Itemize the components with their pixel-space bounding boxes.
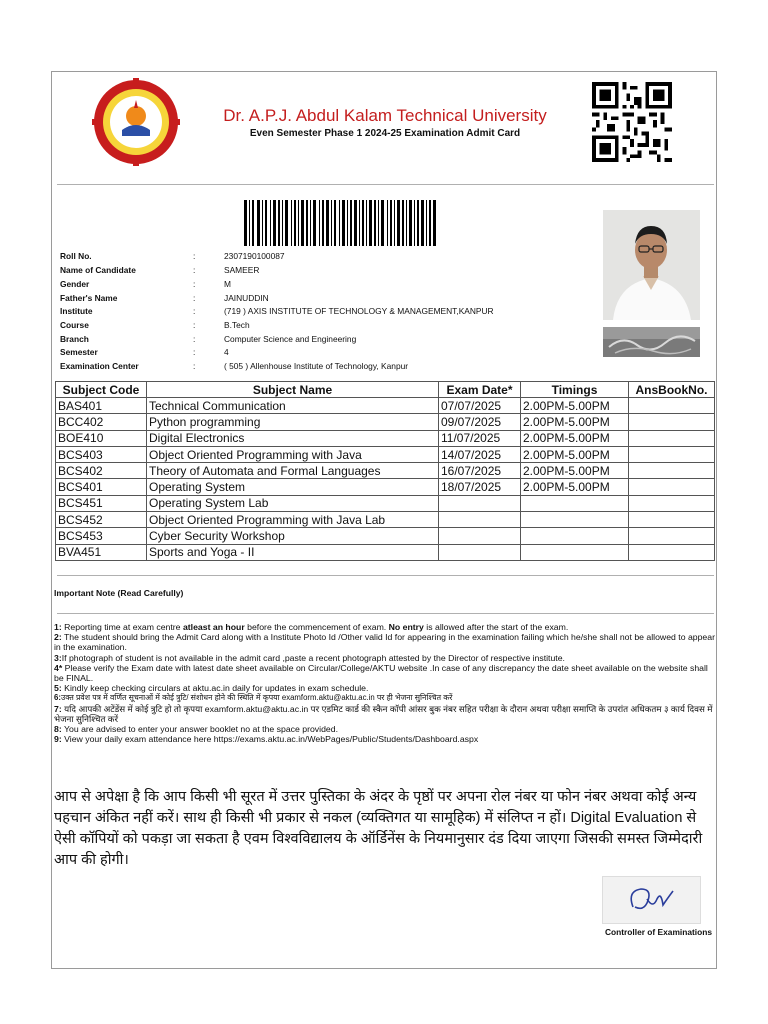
candidate-signature: [603, 327, 700, 357]
cell-date: 18/07/2025: [439, 479, 521, 495]
cell-date: 11/07/2025: [439, 430, 521, 446]
cell-timing: 2.00PM-5.00PM: [521, 479, 629, 495]
cell-code: BAS401: [56, 398, 147, 414]
cell-timing: [521, 528, 629, 544]
cell-code: BCS402: [56, 463, 147, 479]
cell-timing: [521, 512, 629, 528]
info-colon: :: [193, 320, 196, 330]
info-colon: :: [193, 265, 196, 275]
info-value: 4: [224, 347, 229, 357]
note-2: 2: The student should bring the Admit Card along with a Institute Photo Id /Other valid Id for appearing in the examination failing which he/she shall not be allowed to appear in the examination.: [54, 632, 715, 653]
table-row: [56, 512, 715, 528]
note-1: 1: Reporting time at exam centre atleast an hour before the commencement of exam. No entry is allowed after the start of the exam.: [54, 622, 569, 632]
info-label: Examination Center: [60, 361, 139, 371]
cell-ansbook: [629, 544, 715, 560]
cell-code: BOE410: [56, 430, 147, 446]
table-row: [56, 414, 715, 430]
cell-timing: 2.00PM-5.00PM: [521, 446, 629, 462]
cell-ansbook: [629, 479, 715, 495]
cell-ansbook: [629, 414, 715, 430]
cell-code: BVA451: [56, 544, 147, 560]
candidate-photo: [603, 210, 700, 320]
cell-subject: Operating System: [147, 479, 439, 495]
cell-ansbook: [629, 512, 715, 528]
info-value: SAMEER: [224, 265, 260, 275]
cell-date: 14/07/2025: [439, 446, 521, 462]
info-label: Father's Name: [60, 293, 118, 303]
cell-timing: [521, 495, 629, 511]
important-note-title: Important Note (Read Carefully): [54, 588, 184, 598]
table-header-row: [56, 382, 715, 398]
cell-date: [439, 544, 521, 560]
info-colon: :: [193, 293, 196, 303]
table-row: [56, 463, 715, 479]
table-row: [56, 398, 715, 414]
cell-subject: Object Oriented Programming with Java: [147, 446, 439, 462]
cell-subject: Technical Communication: [147, 398, 439, 414]
col-header-subject-name: Subject Name: [147, 382, 439, 398]
cell-ansbook: [629, 430, 715, 446]
header-divider: [57, 184, 714, 185]
col-header-subject-code: Subject Code: [56, 382, 147, 398]
info-label: Gender: [60, 279, 90, 289]
note-divider: [57, 613, 714, 614]
note-6: 6:उक्त प्रवेश पत्र में वर्णित सूचनाओं में कोई त्रुटि/ संशोधन होने की स्थिति में कृपया examform.aktu@aktu.ac.in पर ही भेजना सुनिश्चित करें: [54, 693, 453, 703]
table-row: [56, 430, 715, 446]
note-3: 3:If photograph of student is not available in the admit card ,paste a recent photograph attested by the Director of respective institute.: [54, 652, 565, 663]
cell-timing: 2.00PM-5.00PM: [521, 430, 629, 446]
barcode-icon: [244, 200, 436, 246]
cell-ansbook: [629, 398, 715, 414]
info-label: Name of Candidate: [60, 265, 136, 275]
info-label: Branch: [60, 334, 89, 344]
info-value: M: [224, 279, 231, 289]
important-notes: [54, 622, 716, 744]
info-value: JAINUDDIN: [224, 293, 269, 303]
subjects-table: [55, 381, 715, 561]
table-row: [56, 528, 715, 544]
table-divider: [57, 575, 714, 576]
info-label: Institute: [60, 306, 93, 316]
cell-code: BCC402: [56, 414, 147, 430]
cell-code: BCS401: [56, 479, 147, 495]
controller-of-examinations: Controller of Examinations: [604, 927, 712, 937]
info-label: Semester: [60, 347, 98, 357]
note-5: 5: Kindly keep checking circulars at aktu.ac.in daily for updates in exam schedule.: [54, 683, 369, 694]
cell-subject: Object Oriented Programming with Java Lab: [147, 512, 439, 528]
cell-subject: Python programming: [147, 414, 439, 430]
university-name: Dr. A.P.J. Abdul Kalam Technical University: [223, 106, 547, 125]
col-header-timings: Timings: [521, 382, 629, 398]
cell-ansbook: [629, 446, 715, 462]
info-colon: :: [193, 279, 196, 289]
info-value: 2307190100087: [224, 251, 285, 261]
cell-subject: Digital Electronics: [147, 430, 439, 446]
note-7: 7: यदि आपकी अटेंडेंस में कोई त्रुटि हो तो कृपया examform.aktu@aktu.ac.in पर एडमिट कार्ड की स्कैन कॉपी आंसर बुक नंबर सहित परीक्षा के दौरान अथवा परीक्षा समाप्ति के उपरांत अधिकतम ३ कार्य दिवस में भेजना सुनिश्चित करें: [54, 703, 713, 724]
cell-date: 16/07/2025: [439, 463, 521, 479]
cell-ansbook: [629, 463, 715, 479]
info-colon: :: [193, 347, 196, 357]
note-4: 4* Please verify the Exam date with latest date sheet available on Circular/College/AKTU website .In case of any discrepancy the date sheet available on the website shall be FINAL.: [54, 662, 708, 684]
cell-date: [439, 495, 521, 511]
cell-code: BCS451: [56, 495, 147, 511]
university-logo: [92, 78, 180, 166]
table-row: [56, 495, 715, 511]
table-row: [56, 544, 715, 560]
cell-subject: Sports and Yoga - II: [147, 544, 439, 560]
info-colon: :: [193, 361, 196, 371]
cell-date: [439, 528, 521, 544]
info-colon: :: [193, 306, 196, 316]
info-value: (719 ) AXIS INSTITUTE OF TECHNOLOGY & MANAGEMENT,KANPUR: [224, 306, 494, 316]
cell-timing: [521, 544, 629, 560]
cell-subject: Theory of Automata and Formal Languages: [147, 463, 439, 479]
info-label: Course: [60, 320, 89, 330]
table-row: [56, 446, 715, 462]
admit-card-subtitle: Even Semester Phase 1 2024-25 Examination Admit Card: [249, 128, 521, 139]
cell-timing: 2.00PM-5.00PM: [521, 398, 629, 414]
cell-date: 07/07/2025: [439, 398, 521, 414]
info-value: Computer Science and Engineering: [224, 334, 357, 344]
col-header-ansbookno: AnsBookNo.: [629, 382, 715, 398]
info-colon: :: [193, 251, 196, 261]
cell-subject: Cyber Security Workshop: [147, 528, 439, 544]
info-value: B.Tech: [224, 320, 250, 330]
cell-subject: Operating System Lab: [147, 495, 439, 511]
cell-timing: 2.00PM-5.00PM: [521, 463, 629, 479]
table-row: [56, 479, 715, 495]
cell-ansbook: [629, 528, 715, 544]
note-9: 9: View your daily exam attendance here https://exams.aktu.ac.in/WebPages/Public/Students/Dashboard.aspx: [54, 734, 479, 745]
controller-signature: [602, 876, 701, 924]
cell-date: [439, 512, 521, 528]
cell-code: BCS453: [56, 528, 147, 544]
cell-ansbook: [629, 495, 715, 511]
cell-code: BCS403: [56, 446, 147, 462]
cell-timing: 2.00PM-5.00PM: [521, 414, 629, 430]
info-colon: :: [193, 334, 196, 344]
qr-code-icon: [590, 82, 674, 162]
info-value: ( 505 ) Allenhouse Institute of Technology, Kanpur: [224, 361, 409, 371]
cell-date: 09/07/2025: [439, 414, 521, 430]
info-label: Roll No.: [60, 251, 92, 261]
cell-code: BCS452: [56, 512, 147, 528]
hindi-instruction: आप से अपेक्षा है कि आप किसी भी सूरत में उत्तर पुस्तिका के अंदर के पृष्ठों पर अपना रोल नंबर या फोन नंबर अथवा कोई अन्य पहचान अंकित नहीं करें। साथ ही किसी भी प्रकार से नकल (व्यक्तिगत या सामूहिक) में संलिप्त न हों। Digital Evaluation से ऐसी कॉपियों को पकड़ा जा सकता है एवम विश्वविद्यालय के ऑर्डिनेंस के नियमानुसार दंड दिया जाएगा जिसकी समस्त जिम्मेदारी आप की होगी।: [54, 789, 703, 868]
note-8: 8: You are advised to enter your answer booklet no at the space provided.: [54, 724, 338, 735]
col-header-exam-date: Exam Date*: [439, 382, 521, 398]
